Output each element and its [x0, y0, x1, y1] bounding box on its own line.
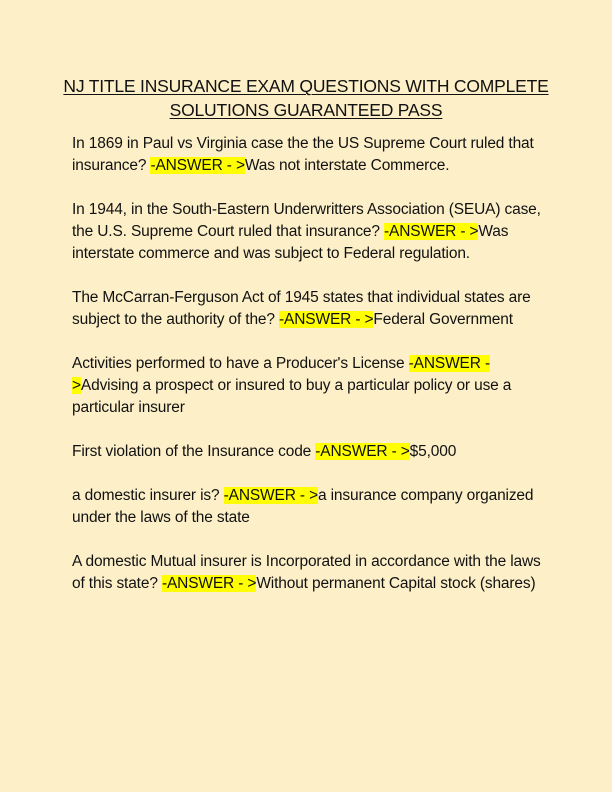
title-line-2: SOLUTIONS GUARANTEED PASS [169, 100, 443, 120]
question-text: The McCarran-Ferguson Act of 1945 states that individual states are subject to the authority of the? [72, 289, 531, 328]
answer-marker: -ANSWER - > [315, 443, 410, 460]
answer-marker: -ANSWER - > [72, 355, 490, 394]
question-text: First violation of the Insurance code [72, 443, 316, 460]
document-title [60, 74, 552, 122]
question-text: In 1944, in the South-Eastern Underwritters Association (SEUA) case, the U.S. Supreme Court ruled that insurance? [72, 201, 541, 240]
answer-text: Was not interstate Commerce. [244, 157, 450, 174]
answer-marker: -ANSWER - > [150, 157, 245, 174]
question-text: A domestic Mutual insurer is Incorporated in accordance with the laws of this state? [72, 553, 541, 592]
qa-item [72, 287, 544, 331]
answer-marker: -ANSWER - > [279, 311, 374, 328]
qa-item [72, 133, 544, 177]
question-text: a domestic insurer is? [72, 487, 224, 504]
answer-text: Advising a prospect or insured to buy a particular policy or use a particular insurer [72, 377, 512, 416]
answer-marker: -ANSWER - > [384, 223, 479, 240]
qa-item [72, 485, 544, 529]
answer-text: Was interstate commerce and was subject to Federal regulation. [72, 223, 509, 262]
title-line-1: NJ TITLE INSURANCE EXAM QUESTIONS WITH COMPLETE [63, 76, 549, 96]
qa-list [72, 133, 544, 617]
answer-text: $5,000 [409, 443, 457, 460]
qa-item [72, 199, 544, 265]
answer-text: Federal Government [373, 311, 513, 328]
answer-text: Without permanent Capital stock (shares) [256, 575, 536, 592]
qa-item [72, 551, 544, 595]
answer-marker: -ANSWER - > [161, 575, 257, 592]
question-text: In 1869 in Paul vs Virginia case the the US Supreme Court ruled that insurance? [72, 135, 534, 174]
qa-item [72, 353, 544, 419]
answer-marker: -ANSWER - > [223, 487, 318, 504]
question-text: Activities performed to have a Producer's License [72, 355, 409, 372]
answer-text: a insurance company organized under the laws of the state [72, 487, 534, 526]
qa-item [72, 441, 544, 463]
